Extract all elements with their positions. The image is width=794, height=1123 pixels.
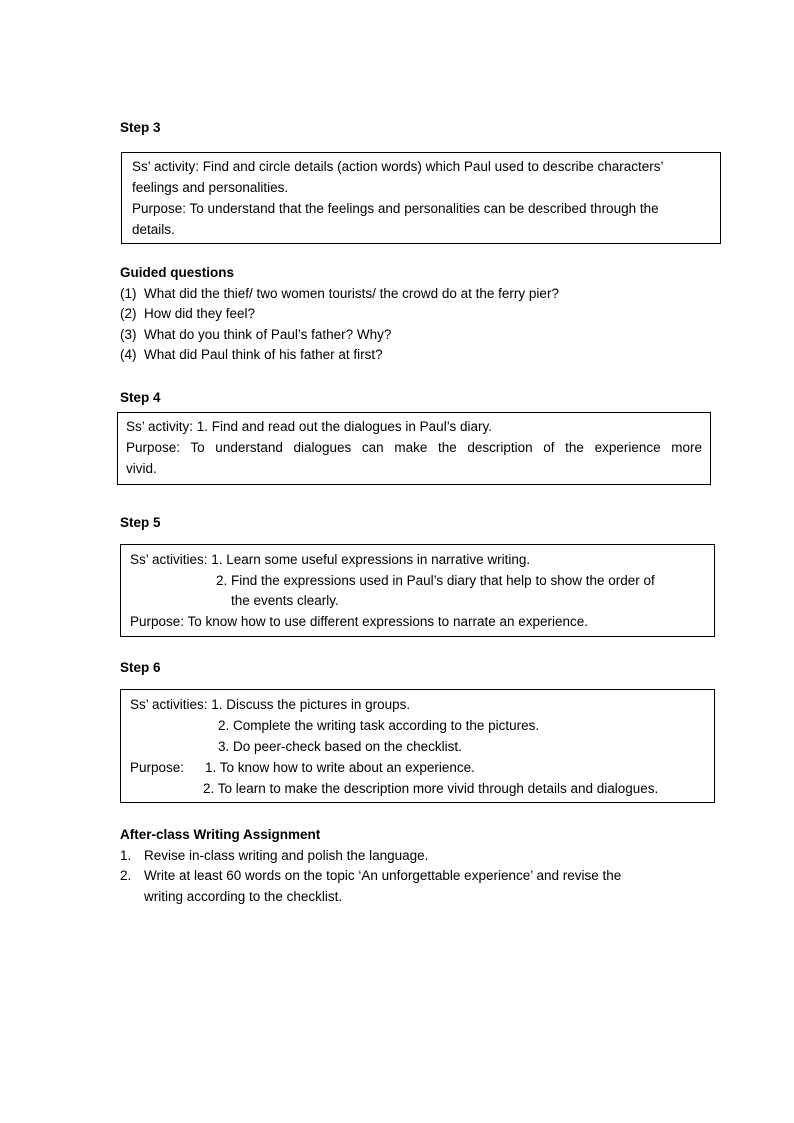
step4-heading: Step 4	[120, 390, 161, 405]
step3-box	[121, 152, 721, 244]
question-number: (4)	[120, 347, 137, 362]
step6-line-1: Ss’ activities: 1. Discuss the pictures in groups.	[130, 697, 411, 712]
guided-question	[120, 284, 559, 304]
step5-line-4: Purpose: To know how to use different expressions to narrate an experience.	[130, 614, 589, 629]
assignment-text: Write at least 60 words on the topic ‘An unforgettable experience’ and revise the	[144, 868, 622, 883]
step3-heading: Step 3	[120, 120, 161, 135]
guided-question	[120, 345, 383, 365]
step4-line-3: vivid.	[126, 461, 157, 476]
assignment-item	[120, 846, 428, 866]
question-text: How did they feel?	[144, 306, 256, 321]
step3-line-1: Ss’ activity: Find and circle details (action words) which Paul used to describe characters’	[132, 159, 664, 174]
assignment-item	[120, 866, 621, 886]
question-number: (1)	[120, 286, 137, 301]
assignment-number: 2.	[120, 868, 132, 883]
step6-line-4: 1. To know how to write about an experience.	[205, 760, 475, 775]
question-number: (3)	[120, 327, 137, 342]
question-text: What did Paul think of his father at first?	[144, 347, 383, 362]
step6-line-5: 2. To learn to make the description more vivid through details and dialogues.	[203, 781, 659, 796]
step5-line-3: the events clearly.	[231, 593, 339, 608]
step5-line-2: 2. Find the expressions used in Paul’s diary that help to show the order of	[216, 573, 655, 588]
step5-line-1: Ss’ activities: 1. Learn some useful expressions in narrative writing.	[130, 552, 531, 567]
step4-box	[117, 412, 711, 485]
question-text: What did the thief/ two women tourists/ the crowd do at the ferry pier?	[144, 286, 559, 301]
question-text: What do you think of Paul’s father? Why?	[144, 327, 392, 342]
step3-line-4: details.	[132, 222, 175, 237]
assignment-item-continued	[120, 887, 342, 907]
step6-purpose-label: Purpose:	[130, 760, 185, 775]
step5-heading: Step 5	[120, 515, 161, 530]
guided-questions-heading: Guided questions	[120, 265, 235, 280]
step4-line-2: Purpose: To understand dialogues can make the description of the experience more	[126, 440, 702, 455]
question-number: (2)	[120, 306, 137, 321]
after-class-heading: After-class Writing Assignment	[120, 827, 321, 842]
step4-line-1: Ss’ activity: 1. Find and read out the dialogues in Paul’s diary.	[126, 419, 492, 434]
assignment-text: Revise in-class writing and polish the language.	[144, 848, 429, 863]
guided-question	[120, 304, 255, 324]
step3-line-2: feelings and personalities.	[132, 180, 289, 195]
assignment-text: writing according to the checklist.	[144, 889, 343, 904]
step3-line-3: Purpose: To understand that the feelings and personalities can be described through the	[132, 201, 659, 216]
step6-line-2: 2. Complete the writing task according to the pictures.	[218, 718, 540, 733]
assignment-number: 1.	[120, 848, 132, 863]
step6-heading: Step 6	[120, 660, 161, 675]
guided-question	[120, 325, 391, 345]
step5-box	[120, 544, 715, 637]
step6-line-3: 3. Do peer-check based on the checklist.	[218, 739, 462, 754]
step6-box	[120, 689, 715, 803]
